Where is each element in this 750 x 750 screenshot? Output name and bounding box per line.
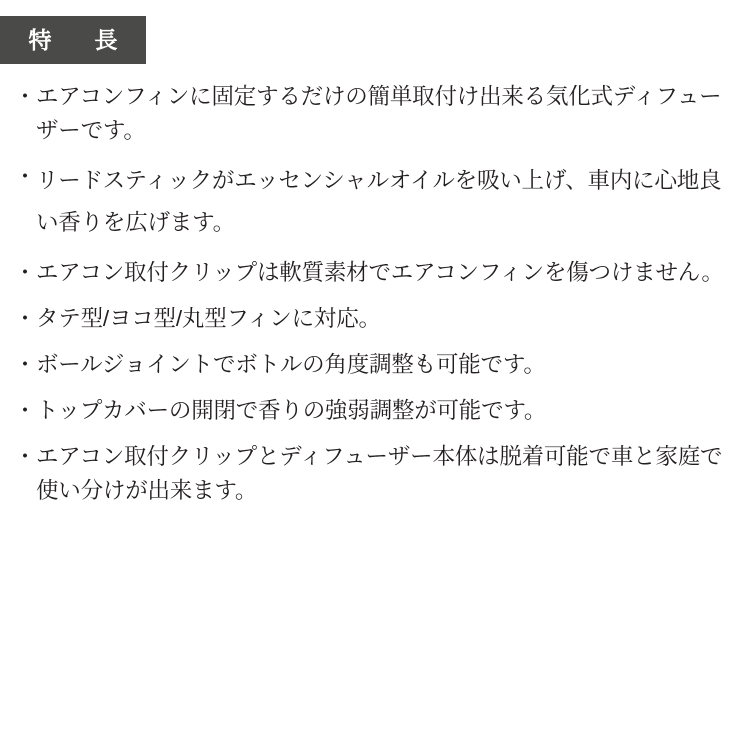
feature-text: リードスティックがエッセンシャルオイルを吸い上げ、車内に心地良い香りを広げます。 (36, 168, 722, 235)
bullet-icon: ・ (14, 306, 37, 331)
list-item (14, 256, 740, 290)
feature-list (14, 80, 740, 520)
feature-text: エアコンフィンに固定するだけの簡単取付け出来る気化式ディフューザーです。 (36, 84, 722, 143)
feature-text: トップカバーの開閉で香りの強弱調整が可能です。 (36, 398, 547, 423)
list-item (14, 80, 740, 148)
list-item (14, 440, 740, 508)
list-item (14, 302, 740, 336)
bullet-icon: ・ (14, 444, 37, 469)
feature-text: エアコン取付クリップとディフューザー本体は脱着可能で車と家庭で使い分けが出来ます。 (36, 444, 723, 503)
bullet-icon: ・ (14, 398, 37, 423)
list-item (14, 348, 740, 382)
bullet-icon: ・ (14, 352, 37, 377)
list-item (14, 160, 740, 244)
feature-text: タテ型/ヨコ型/丸型フィンに対応。 (36, 306, 381, 331)
list-item (14, 394, 740, 428)
bullet-icon: ・ (14, 164, 37, 189)
bullet-icon: ・ (14, 260, 37, 285)
feature-text: エアコン取付クリップは軟質素材でエアコンフィンを傷つけません。 (36, 260, 724, 285)
feature-text: ボールジョイントでボトルの角度調整も可能です。 (36, 352, 546, 377)
bullet-icon: ・ (14, 84, 37, 109)
section-heading-bar (0, 16, 146, 64)
section-heading-label: 特 長 (28, 26, 128, 53)
